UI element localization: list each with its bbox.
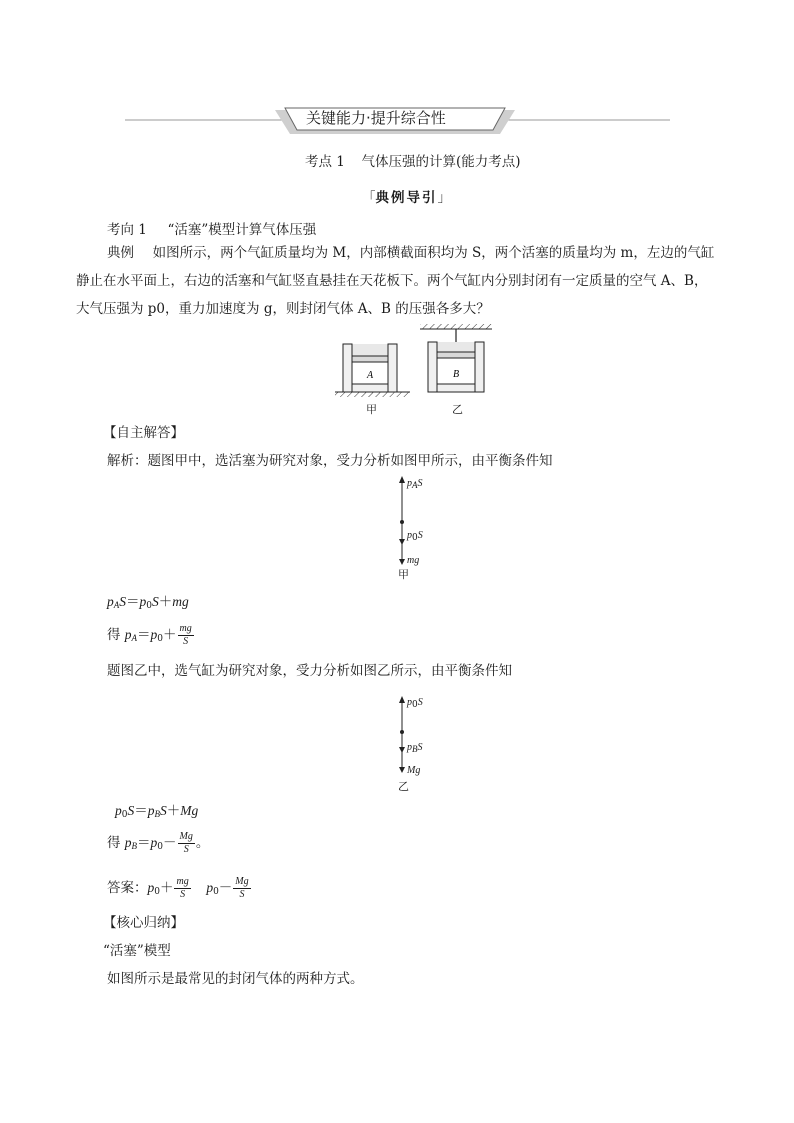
kaodian-heading bbox=[305, 150, 521, 170]
kaoxiang-title: “活塞”模型计算气体压强 bbox=[167, 222, 317, 238]
gas-b-label: B bbox=[452, 369, 460, 380]
force-1-mid: $p_0S$ bbox=[407, 530, 423, 543]
eq2-num: mg bbox=[179, 623, 192, 634]
force-2-caption: 乙 bbox=[398, 780, 409, 793]
problem-line-2: 静止在水平面上，右边的活塞和气缸竖直悬挂在天花板下。两个气缸内分别封闭有一定质量的空气 A、B， bbox=[76, 273, 708, 289]
section-hexin: 【核心归纳】 bbox=[103, 915, 184, 931]
force-2-bottom: Mg bbox=[407, 765, 421, 776]
force-1-caption: 甲 bbox=[398, 568, 409, 581]
eq2-lead: 得 bbox=[107, 627, 121, 643]
force-2-top: $p_0S$ bbox=[407, 697, 423, 710]
equation-1: $p_AS=p_0S+mg$ bbox=[107, 594, 189, 611]
cylinder-figure bbox=[330, 322, 500, 417]
answer-num-1: mg bbox=[176, 876, 189, 887]
cylinder-right bbox=[420, 324, 492, 392]
eq4-lead: 得 bbox=[107, 835, 121, 851]
kaodian-title: 气体压强的计算(能力考点) bbox=[361, 154, 521, 170]
section-zizhu: 【自主解答】 bbox=[103, 425, 184, 441]
figure-caption-right: 乙 bbox=[452, 403, 463, 416]
figure-caption-left: 甲 bbox=[366, 403, 377, 416]
gas-a-label: A bbox=[366, 370, 374, 381]
answer-num-2: Mg bbox=[235, 876, 249, 887]
problem-text-1: 如图所示，两个气缸质量均为 M，内部横截面积均为 S，两个活塞的质量均为 m，左边的气缸 bbox=[152, 245, 715, 261]
kaoxiang-heading bbox=[107, 218, 316, 238]
dianli-label: 典例导引 bbox=[375, 190, 438, 206]
kaoxiang-label: 考向 1 bbox=[107, 222, 147, 238]
problem-line-3: 大气压强为 p0，重力加速度为 g，则封闭气体 A、B 的压强各多大？ bbox=[76, 301, 490, 317]
force-1-top: $p_AS$ bbox=[407, 478, 423, 490]
equation-3: $p_0S=p_BS+Mg$ bbox=[115, 803, 199, 820]
eq4-tail: 。 bbox=[195, 835, 210, 851]
problem-lead: 典例 bbox=[107, 245, 134, 261]
answer-den-2: S bbox=[239, 889, 245, 900]
force-1-bottom: mg bbox=[407, 555, 420, 566]
analysis-2: 题图乙中，选气缸为研究对象，受力分析如图乙所示，由平衡条件知 bbox=[107, 663, 512, 679]
eq4-den: S bbox=[183, 844, 189, 855]
equation-4: 得 $p_B=p_0-$ $\frac{Mg}{S}$ 。 bbox=[107, 831, 210, 855]
answer-den-1: S bbox=[180, 889, 186, 900]
eq4-num: Mg bbox=[179, 831, 193, 842]
cylinder-left bbox=[335, 344, 410, 397]
banner-title: 关键能力·提升综合性 bbox=[306, 109, 446, 127]
force-2-mid: $p_BS$ bbox=[407, 742, 423, 754]
equation-2: 得 $p_A=p_0+$ $\frac{mg}{S}$ bbox=[107, 623, 192, 647]
dianli-heading: 「典例导引」 bbox=[362, 190, 451, 206]
kaodian-label: 考点 1 bbox=[305, 154, 345, 170]
answer-lead: 答案： bbox=[107, 880, 148, 896]
problem-line-1 bbox=[107, 240, 714, 267]
answer: 答案：$p_0+$ $\frac{mg}{S}$ $p_0-$ $\frac{Mg}{S}$ bbox=[107, 876, 249, 900]
model-text: 如图所示是最常见的封闭气体的两种方式。 bbox=[107, 971, 364, 987]
analysis-1: 解析：题图甲中，选活塞为研究对象，受力分析如图甲所示，由平衡条件知 bbox=[107, 453, 553, 469]
model-title: “活塞”模型 bbox=[103, 943, 171, 959]
eq2-den: S bbox=[183, 636, 189, 647]
